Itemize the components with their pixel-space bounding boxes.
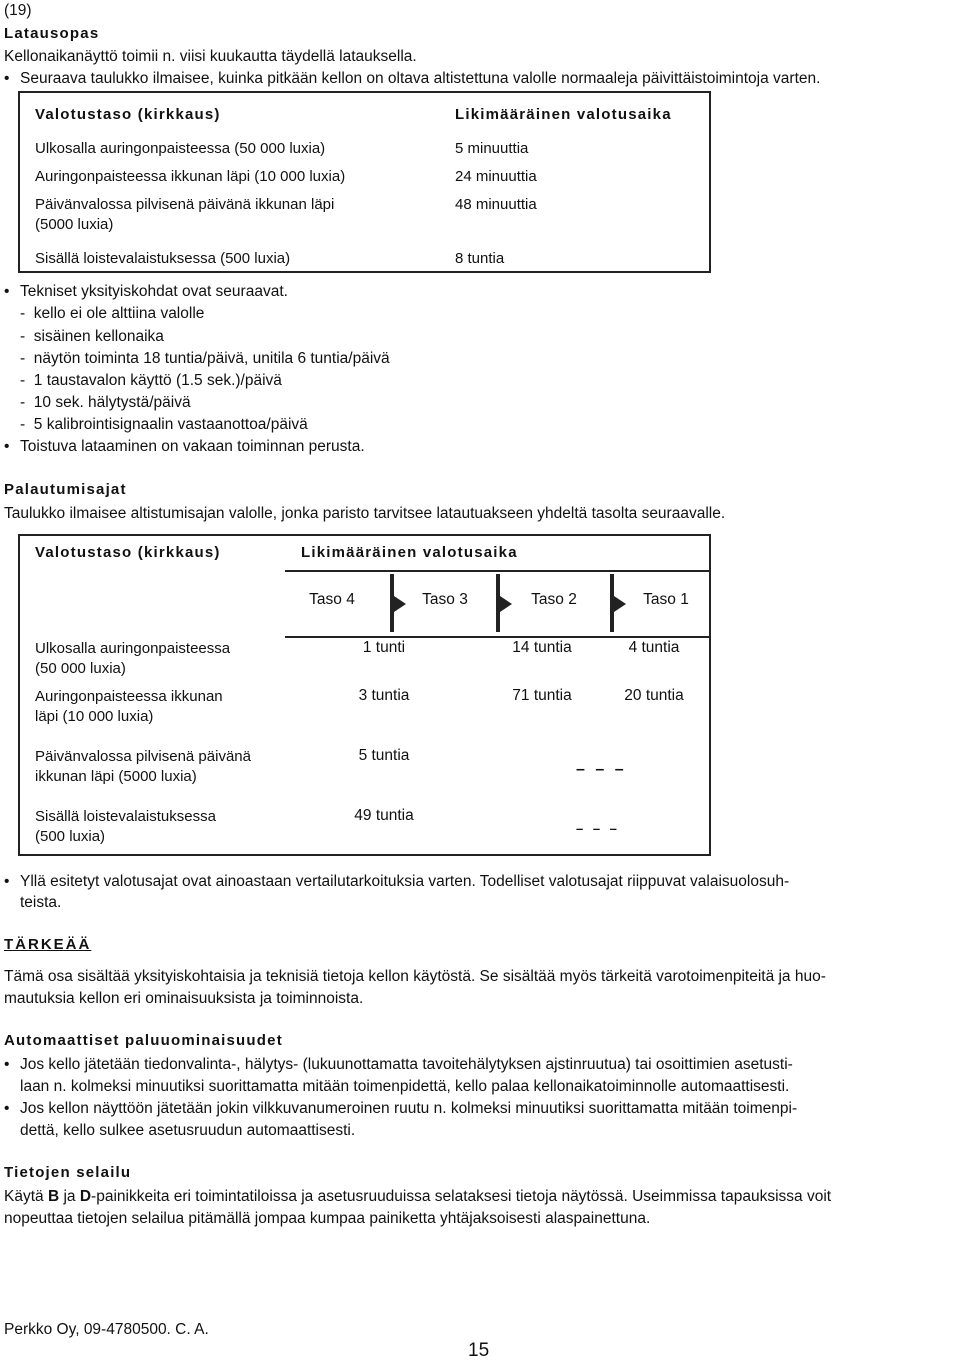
section-title-scroll: Tietojen selailu	[4, 1164, 132, 1181]
repeat-charge-bullet: • Toistuva lataaminen on vakaan toiminnan perusta.	[20, 436, 365, 458]
charging-bullet-1: • Seuraava taulukko ilmaisee, kuinka pitkään kellon on oltava altistettuna valolle normaaleja päivittäistoimintoja varten.	[20, 68, 820, 90]
table-row-level: Auringonpaisteessa ikkunan läpi (10 000 luxia)	[35, 168, 346, 185]
table-cell-dash: – – –	[576, 761, 627, 778]
charging-intro: Kellonaikanäyttö toimii n. viisi kuukautta täydellä latauksella.	[4, 48, 417, 65]
tech-item: - näytön toiminta 18 tuntia/päivä, unitila 6 tuntia/päivä	[20, 350, 390, 367]
recovery-table	[18, 534, 711, 856]
table-row-level: Päivänvalossa pilvisenä päivänä	[35, 748, 251, 765]
auto-return-bullet-1-cont: laan n. kolmeksi minuutiksi suorittamatta mitään toimenpidettä, kello palaa kellonaikatoiminnolle automaattisesti.	[20, 1078, 790, 1095]
tech-bullet: • Tekniset yksityiskohdat ovat seuraavat.	[20, 281, 288, 303]
level-label: Taso 3	[422, 591, 468, 608]
tech-item: - kello ei ole alttiina valolle	[20, 305, 205, 322]
recovery-intro: Taulukko ilmaisee altistumisajan valolle, jonka paristo tarvitsee latautuakseen yhdeltä tasolta seuraavalle.	[4, 505, 726, 522]
important-text: Tämä osa sisältää yksityiskohtaisia ja teknisiä tietoja kellon käytöstä. Se sisältää myös tärkeitä varotoimenpiteitä ja huo-	[4, 968, 826, 985]
level-band	[285, 570, 711, 638]
section-title-recovery: Palautumisajat	[4, 481, 127, 498]
charging-table-header-time: Likimääräinen valotusaika	[455, 106, 672, 123]
recovery-table-header-level: Valotustaso (kirkkaus)	[35, 544, 221, 561]
section-title-important: TÄRKEÄÄ	[4, 936, 92, 953]
section-title-charging: Latausopas	[4, 25, 100, 42]
page-number: 15	[468, 1340, 490, 1361]
recovery-note: • Yllä esitetyt valotusajat ovat ainoastaan vertailutarkoituksia varten. Todelliset valotusajat riippuvat valaisuolosuh-	[20, 871, 789, 893]
recovery-note-cont: teista.	[20, 894, 62, 911]
charging-table	[18, 91, 711, 273]
table-row-level: Sisällä loistevalaistuksessa	[35, 808, 216, 825]
table-cell-value: 49 tuntia	[354, 807, 414, 824]
scroll-text: Käytä B ja D-painikkeita eri toimintatiloissa ja asetusruuduissa selataksesi tietoja näytössä. Useimmissa tapauksissa voit	[4, 1188, 832, 1205]
table-row-level: Ulkosalla auringonpaisteessa (50 000 luxia)	[35, 140, 326, 157]
level-label: Taso 2	[531, 591, 577, 608]
table-row-time: 8 tuntia	[455, 250, 505, 267]
charging-table-header-level: Valotustaso (kirkkaus)	[35, 106, 221, 123]
page-marker: (19)	[4, 2, 32, 19]
level-label: Taso 4	[309, 591, 355, 608]
auto-return-bullet-2-cont: dettä, kello sulkee asetusruudun automaattisesti.	[20, 1122, 356, 1139]
table-row-level-cont: ikkunan läpi (5000 luxia)	[35, 768, 197, 785]
table-row-level: Sisällä loistevalaistuksessa (500 luxia)	[35, 250, 291, 267]
tech-item: - 10 sek. hälytystä/päivä	[20, 394, 191, 411]
section-title-auto-return: Automaattiset paluuominaisuudet	[4, 1032, 283, 1049]
table-row-level-cont: (5000 luxia)	[35, 216, 114, 233]
table-cell-value: 71 tuntia	[512, 687, 572, 704]
table-row-level-cont: läpi (10 000 luxia)	[35, 708, 154, 725]
table-cell-value: 4 tuntia	[628, 639, 680, 656]
tech-item: - 5 kalibrointisignaalin vastaanottoa/päivä	[20, 416, 308, 433]
table-row-level-cont: (50 000 luxia)	[35, 660, 126, 677]
table-cell-value: 14 tuntia	[512, 639, 572, 656]
important-text-cont: mautuksia kellon eri ominaisuuksista ja toiminnoista.	[4, 990, 364, 1007]
recovery-table-header-time: Likimääräinen valotusaika	[301, 544, 518, 561]
auto-return-bullet-1: • Jos kello jätetään tiedonvalinta-, hälytys- (lukuunottamatta tavoitehälytyksen ajstinruutua) tai osoittimien asetusti-	[20, 1054, 793, 1076]
table-row-time: 5 minuuttia	[455, 140, 529, 157]
table-row-level-cont: (500 luxia)	[35, 828, 106, 845]
tech-item: - sisäinen kellonaika	[20, 328, 164, 345]
auto-return-bullet-2: • Jos kellon näyttöön jätetään jokin vilkkuvanumeroinen ruutu n. kolmeksi minuutiksi suorittamatta mitään toimenpi-	[20, 1098, 797, 1120]
table-row-level: Päivänvalossa pilvisenä päivänä ikkunan läpi	[35, 196, 335, 213]
table-row-level: Auringonpaisteessa ikkunan	[35, 688, 223, 705]
tech-item: - 1 taustavalon käyttö (1.5 sek.)/päivä	[20, 372, 282, 389]
scroll-text-cont: nopeuttaa tietojen selailua pitämällä jompaa kumpaa painiketta yhtäjaksoisesti alaspainettuna.	[4, 1210, 651, 1227]
table-cell-dash: – – –	[576, 821, 620, 836]
key-d: D	[79, 1188, 92, 1205]
table-cell-value: 3 tuntia	[358, 687, 410, 704]
table-cell-value: 5 tuntia	[358, 747, 410, 764]
table-cell-value: 1 tunti	[362, 639, 406, 656]
table-row-time: 48 minuuttia	[455, 196, 537, 213]
table-row-time: 24 minuuttia	[455, 168, 537, 185]
level-label: Taso 1	[643, 591, 689, 608]
key-b: B	[47, 1188, 60, 1205]
table-row-level: Ulkosalla auringonpaisteessa	[35, 640, 231, 657]
table-cell-value: 20 tuntia	[624, 687, 684, 704]
footer-company: Perkko Oy, 09-4780500. C. A.	[4, 1321, 209, 1338]
